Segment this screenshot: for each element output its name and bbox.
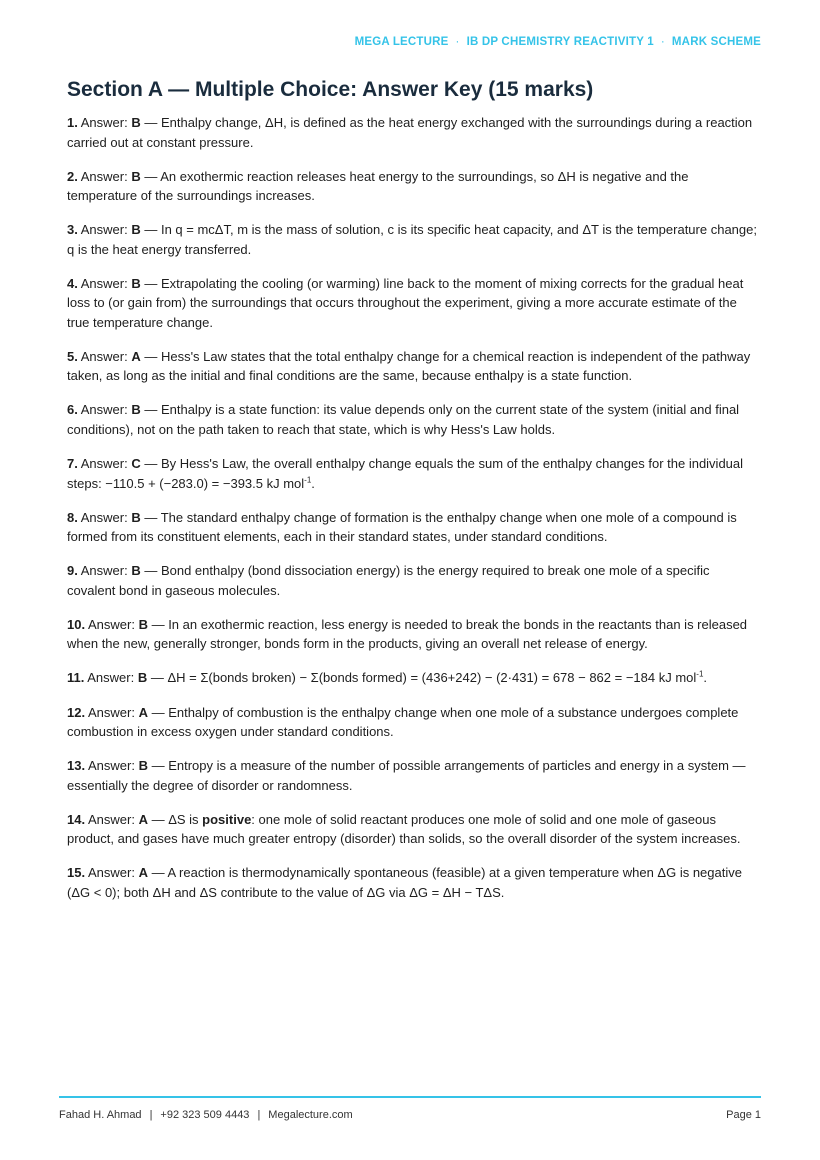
footer-separator: | — [257, 1109, 261, 1121]
answer-item — [67, 274, 761, 333]
answer-item — [67, 167, 761, 206]
answer-explanation: — Enthalpy change, ΔH, is defined as the heat energy exchanged with the surroundings during a reaction carried out at constant pressure. — [67, 115, 753, 150]
footer-contact — [59, 1109, 353, 1121]
answer-letter: A — [131, 348, 141, 364]
footer-divider — [59, 1096, 761, 1098]
answer-number: 4. — [67, 275, 78, 291]
answer-tail: . — [311, 475, 315, 491]
answer-explanation: — In q = mcΔT, m is the mass of solution, c is its specific heat capacity, and ΔT is the temperature change; q is the heat energy transferred. — [67, 222, 757, 257]
answer-prefix: Answer: — [80, 509, 128, 525]
answer-item — [67, 561, 761, 600]
running-header — [355, 36, 761, 48]
answer-letter: B — [131, 509, 141, 525]
answer-number: 6. — [67, 402, 78, 418]
answer-number: 11. — [67, 670, 85, 686]
answer-letter: B — [131, 563, 141, 579]
answer-prefix: Answer: — [80, 115, 128, 130]
answer-item — [67, 347, 761, 386]
answer-explanation: — A reaction is thermodynamically spontaneous (feasible) at a given temperature when ΔG is negative (ΔG < 0); both ΔH and ΔS contribute to the value of ΔG via ΔG = ΔH − TΔS. — [67, 865, 742, 900]
answer-item — [67, 454, 761, 493]
answer-letter: B — [131, 402, 141, 418]
answer-letter: B — [131, 168, 141, 184]
answer-number: 5. — [67, 348, 78, 364]
answer-number: 9. — [67, 563, 78, 579]
answer-letter: B — [138, 758, 148, 774]
header-separator: · — [660, 36, 665, 48]
answer-letter: B — [137, 670, 148, 686]
answer-explanation: — An exothermic reaction releases heat energy to the surroundings, so ΔH is negative and the temperature of the surroundings increases. — [67, 168, 689, 204]
answer-item — [67, 810, 761, 849]
answer-letter: A — [138, 704, 148, 720]
page-number: Page 1 — [726, 1109, 761, 1121]
answer-explanation: — Bond enthalpy (bond dissociation energy) is the energy required to break one mole of a specific covalent bond in gaseous molecules. — [67, 563, 710, 598]
footer-website: Megalecture.com — [268, 1109, 353, 1121]
answer-item — [67, 220, 761, 259]
answer-prefix: Answer: — [87, 865, 135, 881]
answer-list — [67, 113, 761, 917]
answer-tail: : one mole of solid reactant produces one mole of solid and one mole of gaseous product, and gases have much greater entropy (disorder) than solids, so the overall disorder of the system increases. — [67, 811, 741, 847]
answer-number: 1. — [67, 115, 78, 130]
answer-item — [67, 400, 761, 439]
answer-item — [67, 703, 761, 742]
answer-prefix: Answer: — [80, 168, 128, 184]
answer-number: 10. — [67, 616, 86, 632]
answer-explanation: — ΔS is — [147, 811, 203, 827]
header-separator: · — [455, 36, 460, 48]
answer-tail: . — [703, 670, 708, 686]
answer-prefix: Answer: — [87, 616, 135, 632]
answer-letter: B — [131, 115, 141, 130]
answer-item — [67, 508, 761, 547]
unit-exponent: -1 — [304, 475, 312, 485]
answer-explanation: — Extrapolating the cooling (or warming) line back to the moment of mixing corrects for the gradual heat loss to (or gain from) the surroundings that occurs throughout the experiment, giving a more accurate estimate of the true temperature change. — [67, 275, 744, 330]
answer-letter: C — [131, 456, 141, 472]
answer-prefix: Answer: — [87, 758, 135, 774]
answer-explanation: — In an exothermic reaction, less energy is needed to break the bonds in the reactants than is released when the new, generally stronger, bonds form in the products, giving an overall net release of energy. — [67, 616, 748, 652]
answer-prefix: Answer: — [80, 563, 128, 579]
answer-prefix: Answer: — [80, 348, 128, 364]
answer-number: 2. — [67, 168, 78, 184]
answer-number: 13. — [67, 758, 86, 774]
answer-prefix: Answer: — [80, 402, 128, 418]
answer-item — [67, 756, 761, 795]
answer-explanation: — Hess's Law states that the total enthalpy change for a chemical reaction is independent of the pathway taken, as long as the initial and final conditions are the same, because enthalpy is a state function. — [67, 348, 751, 384]
answer-explanation: — By Hess's Law, the overall enthalpy change equals the sum of the enthalpy changes for the individual steps: −110.5 + (−283.0) = −393.5 kJ mol — [67, 456, 744, 491]
header-subject: IB DP CHEMISTRY REACTIVITY 1 — [466, 36, 654, 48]
answer-number: 14. — [67, 811, 86, 827]
header-brand: MEGA LECTURE — [354, 36, 449, 48]
answer-number: 12. — [67, 704, 86, 720]
answer-emphasis: positive — [202, 811, 252, 827]
answer-explanation: — Enthalpy of combustion is the enthalpy change when one mole of a substance undergoes complete combustion in excess oxygen under standard conditions. — [67, 704, 739, 740]
answer-letter: A — [138, 865, 148, 881]
unit-exponent: -1 — [696, 670, 704, 680]
answer-item — [67, 863, 761, 902]
answer-item — [67, 668, 761, 688]
answer-number: 8. — [67, 509, 78, 525]
answer-explanation: — ΔH = Σ(bonds broken) − Σ(bonds formed) = (436+242) − (2·431) = 678 − 862 = −184 kJ mol — [147, 670, 697, 686]
answer-prefix: Answer: — [87, 811, 135, 827]
footer-separator: | — [149, 1109, 153, 1121]
footer-author: Fahad H. Ahmad — [59, 1109, 142, 1121]
answer-prefix: Answer: — [80, 222, 128, 238]
answer-explanation: — Entropy is a measure of the number of possible arrangements of particles and energy in a system — essentially the degree of disorder or randomness. — [67, 758, 746, 793]
answer-number: 7. — [67, 456, 78, 472]
answer-letter: A — [138, 811, 148, 827]
answer-letter: B — [131, 222, 141, 238]
answer-explanation: — The standard enthalpy change of formation is the enthalpy change when one mole of a compound is formed from its constituent elements, each in their standard states, under standard conditions. — [67, 509, 737, 545]
answer-item — [67, 113, 761, 152]
header-doc-type: MARK SCHEME — [671, 36, 761, 48]
answer-prefix: Answer: — [87, 670, 135, 686]
answer-number: 3. — [67, 222, 78, 238]
answer-prefix: Answer: — [80, 456, 128, 472]
answer-item — [67, 615, 761, 654]
section-title: Section A — Multiple Choice: Answer Key (15 marks) — [67, 78, 594, 101]
answer-prefix: Answer: — [87, 704, 135, 720]
answer-explanation: — Enthalpy is a state function: its value depends only on the current state of the system (initial and final conditions), not on the path taken to reach that state, which is why Hess's Law holds. — [67, 402, 740, 437]
footer-phone: +92 323 509 4443 — [160, 1109, 250, 1121]
answer-letter: B — [131, 275, 141, 291]
answer-letter: B — [138, 616, 148, 632]
answer-prefix: Answer: — [80, 275, 128, 291]
answer-number: 15. — [67, 865, 86, 881]
